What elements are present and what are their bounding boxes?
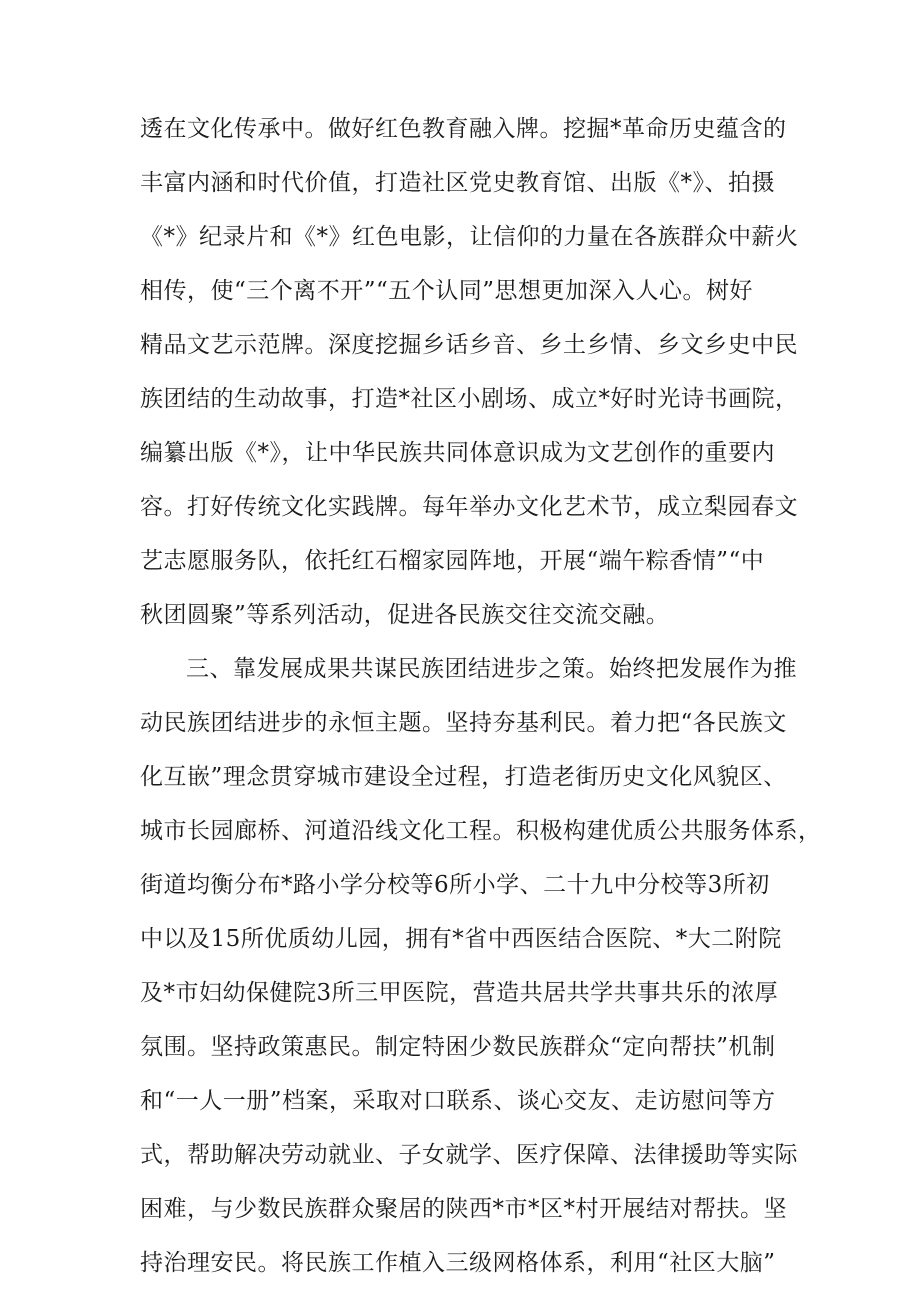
text-line: 持治理安民。将民族工作植入三级网格体系，利用“社区大脑” <box>140 1250 776 1276</box>
text-line: 式，帮助解决劳动就业、子女就学、医疗保障、法律援助等实际 <box>140 1142 798 1168</box>
text-line: 困难，与少数民族群众聚居的陕西*市*区*村开展结对帮扶。坚 <box>140 1196 787 1222</box>
text-line: 中以及15所优质幼儿园，拥有*省中西医结合医院、*大二附院 <box>140 926 782 952</box>
text-line: 艺志愿服务队，依托红石榴家园阵地，开展“端午粽香情”“中 <box>140 548 765 574</box>
text-line: 族团结的生动故事，打造*社区小剧场、成立*好时光诗书画院， <box>140 386 799 412</box>
section-heading-line: 三、靠发展成果共谋民族团结进步之策。始终把发展作为推 <box>186 656 797 682</box>
text-line: 氛围。坚持政策惠民。制定特困少数民族群众“定向帮扶”机制 <box>140 1034 776 1060</box>
text-line: 编纂出版《*》，让中华民族共同体意识成为文艺创作的重要内 <box>140 440 775 466</box>
text-line: 透在文化传承中。做好红色教育融入牌。挖掘*革命历史蕴含的 <box>140 116 787 142</box>
text-line: 城市长园廊桥、河道沿线文化工程。积极构建优质公共服务体系， <box>140 818 822 844</box>
text-line: 精品文艺示范牌。深度挖掘乡话乡音、乡土乡情、乡文乡史中民 <box>140 332 798 358</box>
text-line: 容。打好传统文化实践牌。每年举办文化艺术节，成立梨园春文 <box>140 494 798 520</box>
text-line: 和“一人一册”档案，采取对口联系、谈心交友、走访慰问等方 <box>140 1088 776 1114</box>
text-line: 丰富内涵和时代价值，打造社区党史教育馆、出版《*》、拍摄 <box>140 170 775 196</box>
text-line: 秋团圆聚”等系列活动，促进各民族交往交流交融。 <box>140 602 670 628</box>
text-line: 化互嵌”理念贯穿城市建设全过程，打造老街历史文化风貌区、 <box>140 764 787 790</box>
text-line: 及*市妇幼保健院3所三甲医院，营造共居共学共事共乐的浓厚 <box>140 980 779 1006</box>
text-line: 动民族团结进步的永恒主题。坚持夯基利民。着力把“各民族文 <box>140 710 787 736</box>
text-line: 相传，使“三个离不开”“五个认同”思想更加深入人心。树好 <box>140 278 754 304</box>
text-line: 《*》纪录片和《*》红色电影，让信仰的力量在各族群众中薪火 <box>140 224 799 250</box>
text-line: 街道均衡分布*路小学分校等6所小学、二十九中分校等3所初 <box>140 872 770 898</box>
